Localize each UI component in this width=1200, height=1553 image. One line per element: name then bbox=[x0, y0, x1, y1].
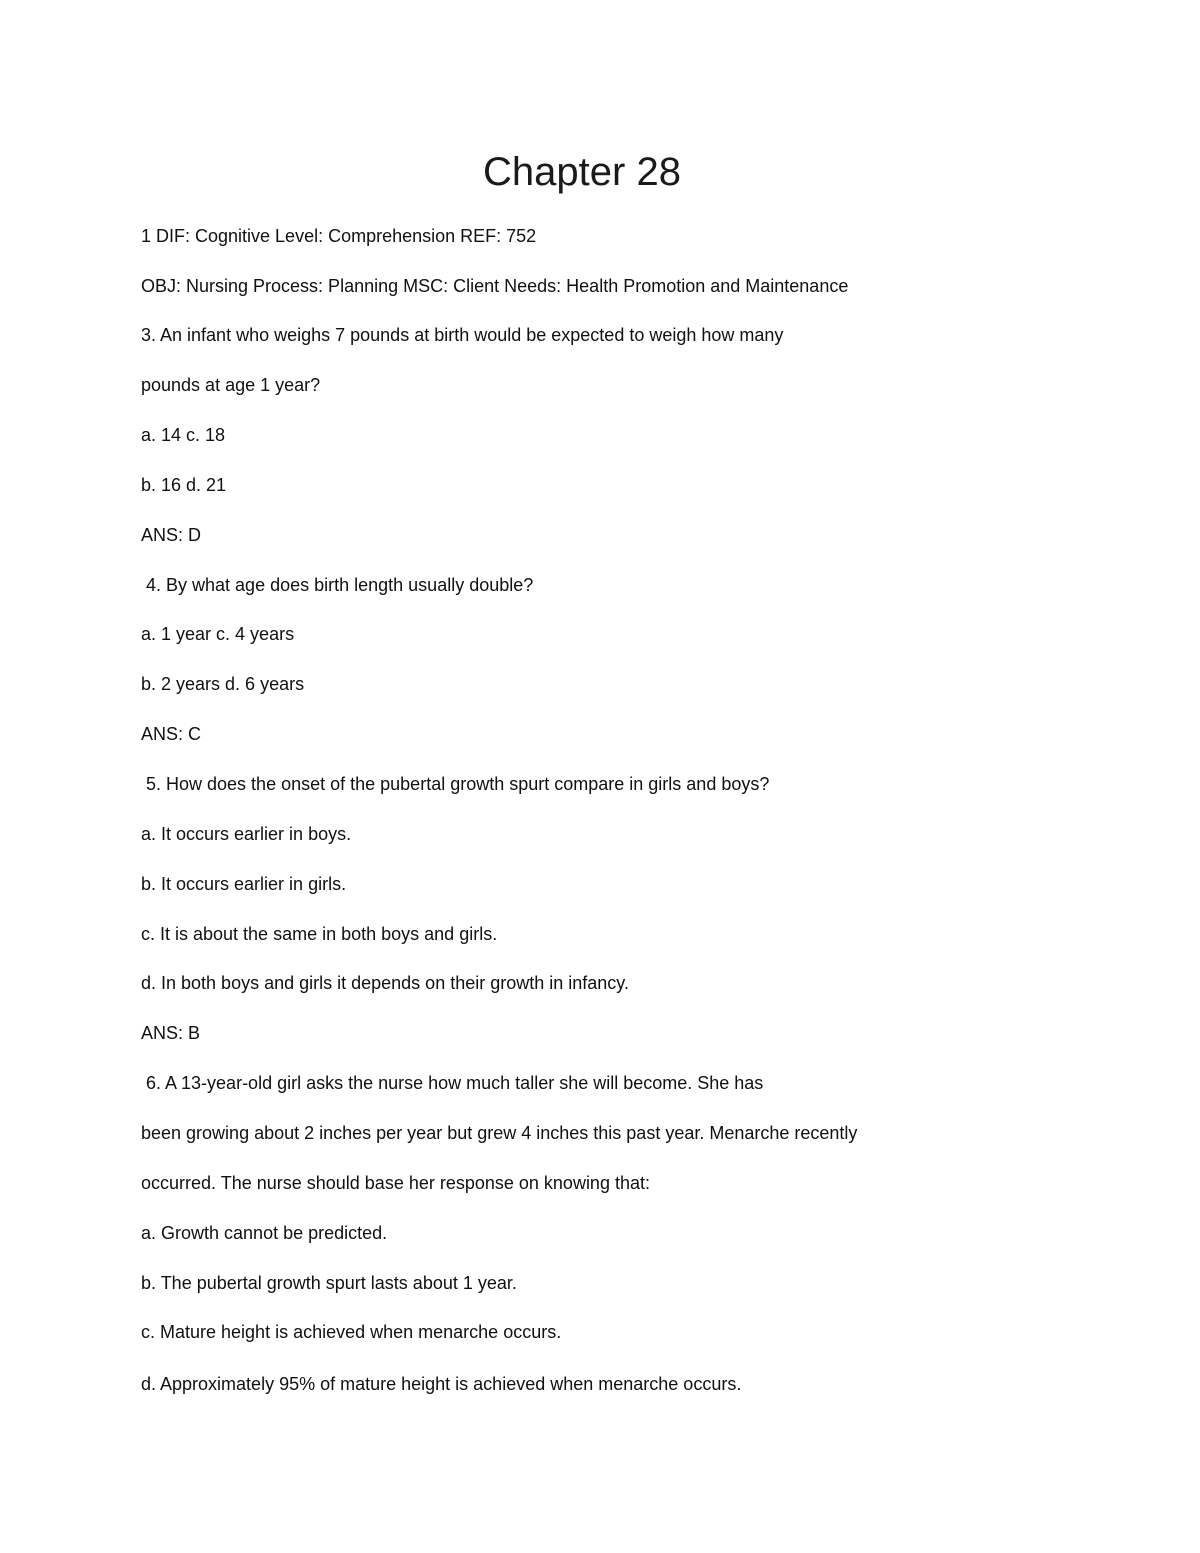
meta-line-dif: 1 DIF: Cognitive Level: Comprehension REF: 752 bbox=[141, 226, 537, 246]
question-5-option-b: b. It occurs earlier in girls. bbox=[141, 874, 347, 894]
question-3-options-bd: b. 16 d. 21 bbox=[141, 475, 227, 495]
question-4-answer: ANS: C bbox=[141, 724, 202, 744]
question-5-option-d: d. In both boys and girls it depends on their growth in infancy. bbox=[141, 973, 629, 993]
question-6-text-cont-2: occurred. The nurse should base her response on knowing that: bbox=[141, 1173, 650, 1193]
question-5-option-c: c. It is about the same in both boys and girls. bbox=[141, 924, 498, 944]
question-6-option-a: a. Growth cannot be predicted. bbox=[141, 1223, 388, 1243]
question-6-option-b: b. The pubertal growth spurt lasts about 1 year. bbox=[141, 1273, 517, 1293]
question-4-options-bd: b. 2 years d. 6 years bbox=[141, 674, 305, 694]
question-5-option-a: a. It occurs earlier in boys. bbox=[141, 824, 352, 844]
question-3-text: 3. An infant who weighs 7 pounds at birth would be expected to weigh how many bbox=[141, 325, 784, 345]
chapter-title: Chapter 28 bbox=[483, 150, 681, 194]
question-3-options-ac: a. 14 c. 18 bbox=[141, 425, 226, 445]
question-4-text: 4. By what age does birth length usually double? bbox=[141, 575, 534, 595]
question-3-answer: ANS: D bbox=[141, 525, 202, 545]
question-5-answer: ANS: B bbox=[141, 1023, 201, 1043]
question-5-text: 5. How does the onset of the pubertal growth spurt compare in girls and boys? bbox=[141, 774, 770, 794]
question-3-text-cont: pounds at age 1 year? bbox=[141, 375, 321, 395]
question-4-options-ac: a. 1 year c. 4 years bbox=[141, 624, 295, 644]
question-6-option-c: c. Mature height is achieved when menarche occurs. bbox=[141, 1322, 562, 1342]
question-6-text-cont-1: been growing about 2 inches per year but grew 4 inches this past year. Menarche recently bbox=[141, 1123, 858, 1143]
question-6-option-d: d. Approximately 95% of mature height is achieved when menarche occurs. bbox=[141, 1374, 742, 1394]
question-6-text: 6. A 13-year-old girl asks the nurse how much taller she will become. She has bbox=[141, 1073, 764, 1093]
meta-line-obj: OBJ: Nursing Process: Planning MSC: Client Needs: Health Promotion and Maintenance bbox=[141, 276, 849, 296]
